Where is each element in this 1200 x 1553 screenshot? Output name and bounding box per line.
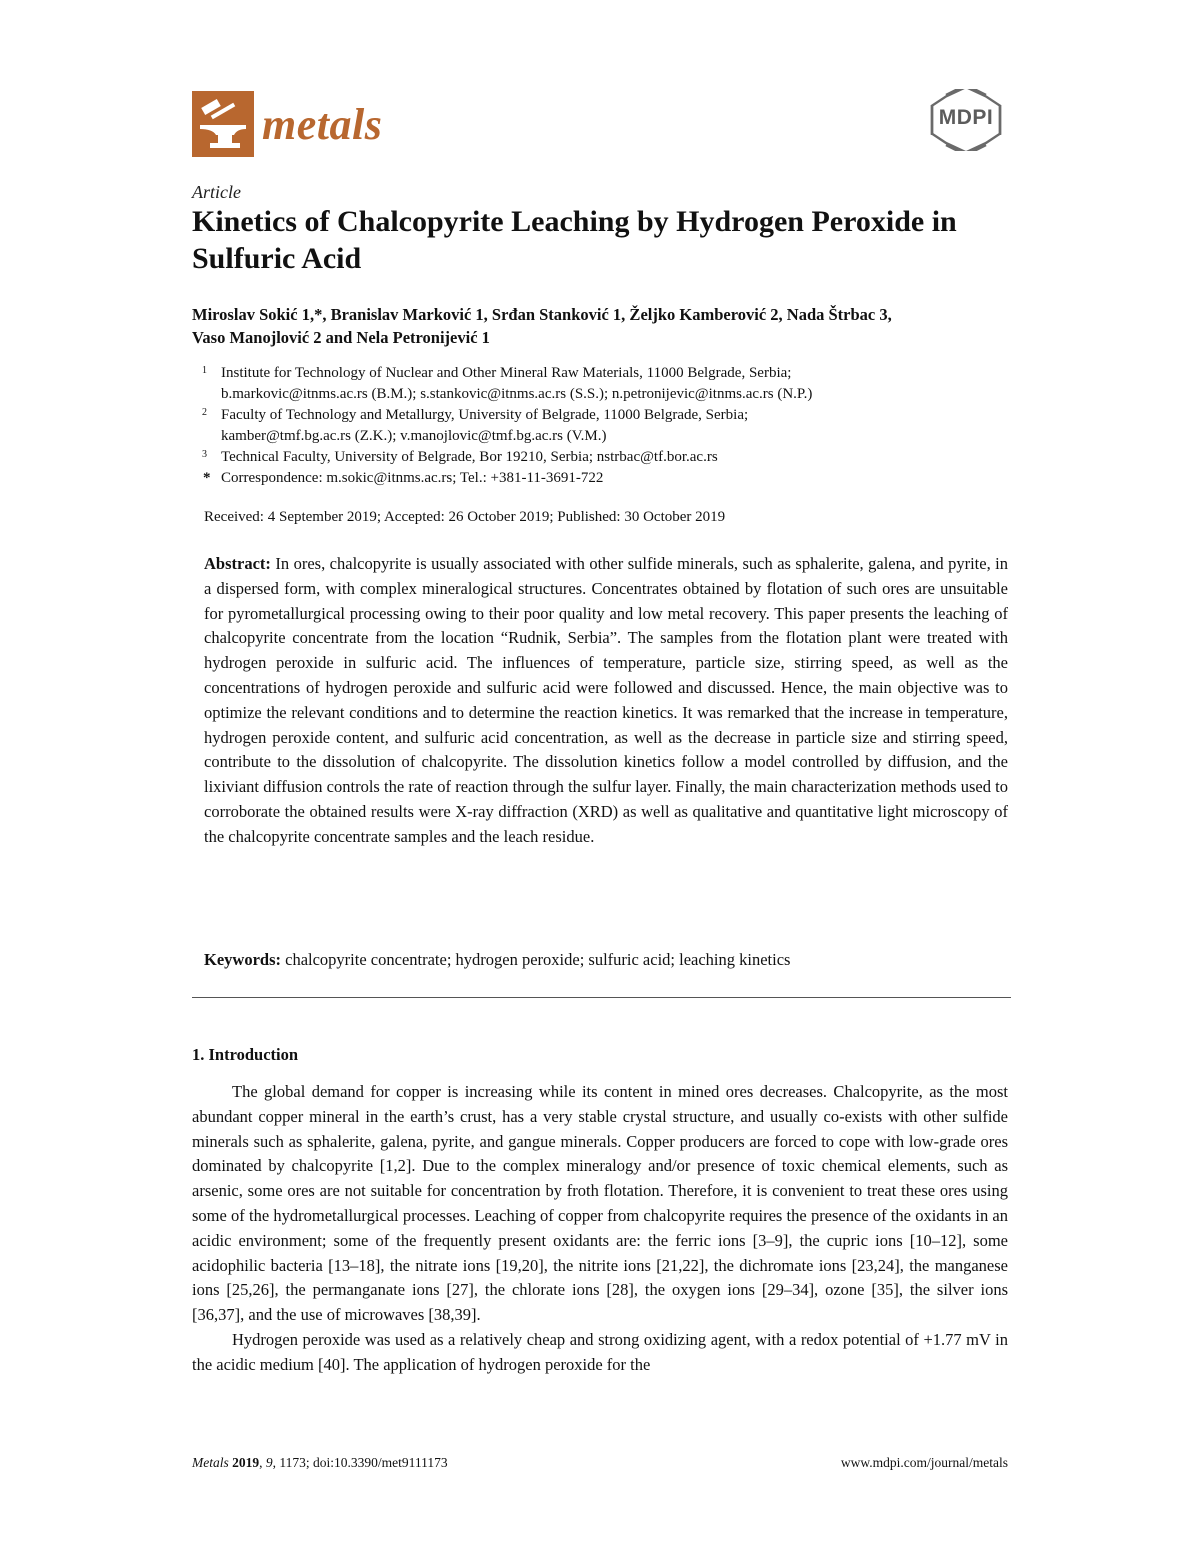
footer-citation: Metals 2019, 9, 1173; doi:10.3390/met9111173 xyxy=(192,1455,448,1470)
journal-name: metals xyxy=(262,99,383,149)
affiliation-2 xyxy=(192,405,1012,447)
footer-year: 2019 xyxy=(232,1455,260,1470)
correspondence-text[interactable]: Correspondence: m.sokic@itnms.ac.rs; Tel.: +381-11-3691-722 xyxy=(221,470,604,486)
correspondence-mark: * xyxy=(203,470,211,486)
affiliation-line: Faculty of Technology and Metallurgy, University of Belgrade, 11000 Belgrade, Serbia; xyxy=(221,407,749,423)
keywords xyxy=(204,948,1008,972)
paragraph: The global demand for copper is increasing while its content in mined ores decreases. Chalcopyrite, as the most abundant copper mineral in the earth’s crust, has a very stable crystal structure, and usually co-exists with other sulfide minerals such as sphalerite, galena, pyrite, and gangue minerals. Copper producers are forced to cope with low-grade ores dominated by chalcopyrite [1,2]. Due to the complex mineralogy and/or presence of toxic chemical elements, such as arsenic, some ores are not suitable for concentration by froth flotation. Therefore, it is convenient to treat these ores using some of the hydrometallurgical processes. Leaching of copper from chalcopyrite requires the presence of the oxidants in an acidic environment; some of the frequently present oxidants are: the ferric ions [3–9], the cupric ions [10–12], some acidophilic bacteria [13–18], the nitrate ions [19,20], the nitrite ions [21,22], the dichromate ions [23,24], the manganese ions [25,26], the permanganate ions [27], the chlorate ions [28], the oxygen ions [29–34], ozone [35], the silver ions [36,37], and the use of microwaves [38,39]. xyxy=(192,1082,1008,1325)
affiliations xyxy=(192,363,1012,489)
publisher-logo[interactable] xyxy=(924,89,1008,151)
section-divider xyxy=(192,997,1011,998)
affiliation-number: 3 xyxy=(202,449,207,460)
anvil-hammer-logo-icon xyxy=(192,91,254,157)
authors-line-1: Miroslav Sokić 1,*, Branislav Marković 1, Srđan Stanković 1, Željko Kamberović 2, Nada Štrbac 3, xyxy=(192,305,892,324)
author-list xyxy=(192,303,1022,349)
publisher-name: MDPI xyxy=(938,106,994,129)
affiliation-line: Institute for Technology of Nuclear and Other Mineral Raw Materials, 11000 Belgrade, Serbia; xyxy=(221,365,792,381)
journal-logo[interactable] xyxy=(192,91,382,157)
article-type: Article xyxy=(192,182,241,202)
introduction-body xyxy=(192,1080,1008,1378)
section-heading-introduction: 1. Introduction xyxy=(192,1045,299,1064)
keywords-text: chalcopyrite concentrate; hydrogen peroxide; sulfuric acid; leaching kinetics xyxy=(285,950,791,969)
paragraph: Hydrogen peroxide was used as a relatively cheap and strong oxidizing agent, with a redox potential of +1.77 mV in the acidic medium [40]. The application of hydrogen peroxide for the xyxy=(192,1329,1008,1374)
authors-line-2: Vaso Manojlović 2 and Nela Petronijević 1 xyxy=(192,328,490,347)
publication-dates: Received: 4 September 2019; Accepted: 26 October 2019; Published: 30 October 2019 xyxy=(204,509,726,525)
abstract xyxy=(204,552,1008,850)
affiliation-3 xyxy=(192,447,1012,468)
footer-doi[interactable]: , 1173; doi:10.3390/met9111173 xyxy=(272,1455,448,1470)
affiliation-emails[interactable]: b.markovic@itnms.ac.rs (B.M.); s.stankovic@itnms.ac.rs (S.S.); n.petronijevic@itnms.ac.rs (N.P.) xyxy=(221,386,813,402)
footer-journal: Metals xyxy=(192,1455,229,1470)
affiliation-emails[interactable]: kamber@tmf.bg.ac.rs (Z.K.); v.manojlovic@tmf.bg.ac.rs (V.M.) xyxy=(221,428,607,444)
footer-volume: 9 xyxy=(265,1455,273,1470)
affiliation-line[interactable]: Technical Faculty, University of Belgrade, Bor 19210, Serbia; nstrbac@tf.bor.ac.rs xyxy=(221,449,718,465)
abstract-label: Abstract: xyxy=(204,554,271,573)
abstract-text: In ores, chalcopyrite is usually associated with other sulfide minerals, such as sphalerite, galena, and pyrite, in a dispersed form, with complex mineralogical structures. Concentrates obtained by flotation of such ores are unsuitable for pyrometallurgical processing owing to their poor quality and low metal recovery. This paper presents the leaching of chalcopyrite concentrate from the location “Rudnik, Serbia”. The samples from the flotation plant were treated with hydrogen peroxide in sulfuric acid. The influences of temperature, particle size, stirring speed, as well as the concentrations of hydrogen peroxide and sulfuric acid were followed and discussed. Hence, the main objective was to optimize the relevant conditions and to determine the reaction kinetics. It was remarked that the increase in temperature, hydrogen peroxide content, and sulfuric acid concentration, as well as the decrease in particle size and stirring speed, contribute to the dissolution of chalcopyrite. The dissolution kinetics follow a model controlled by diffusion, and the lixiviant diffusion controls the rate of reaction through the sulfur layer. Finally, the main characterization methods used to corroborate the obtained results were X-ray diffraction (XRD) as well as qualitative and quantitative light microscopy of the chalcopyrite concentrate samples and the leach residue. xyxy=(204,554,1008,846)
correspondence xyxy=(192,468,1012,489)
affiliation-number: 1 xyxy=(202,365,207,376)
keywords-label: Keywords: xyxy=(204,950,281,969)
footer-journal-url[interactable]: www.mdpi.com/journal/metals xyxy=(840,1455,1008,1470)
article-title: Kinetics of Chalcopyrite Leaching by Hydrogen Peroxide in Sulfuric Acid xyxy=(192,205,957,275)
affiliation-1 xyxy=(192,363,1012,405)
affiliation-number: 2 xyxy=(202,407,207,418)
